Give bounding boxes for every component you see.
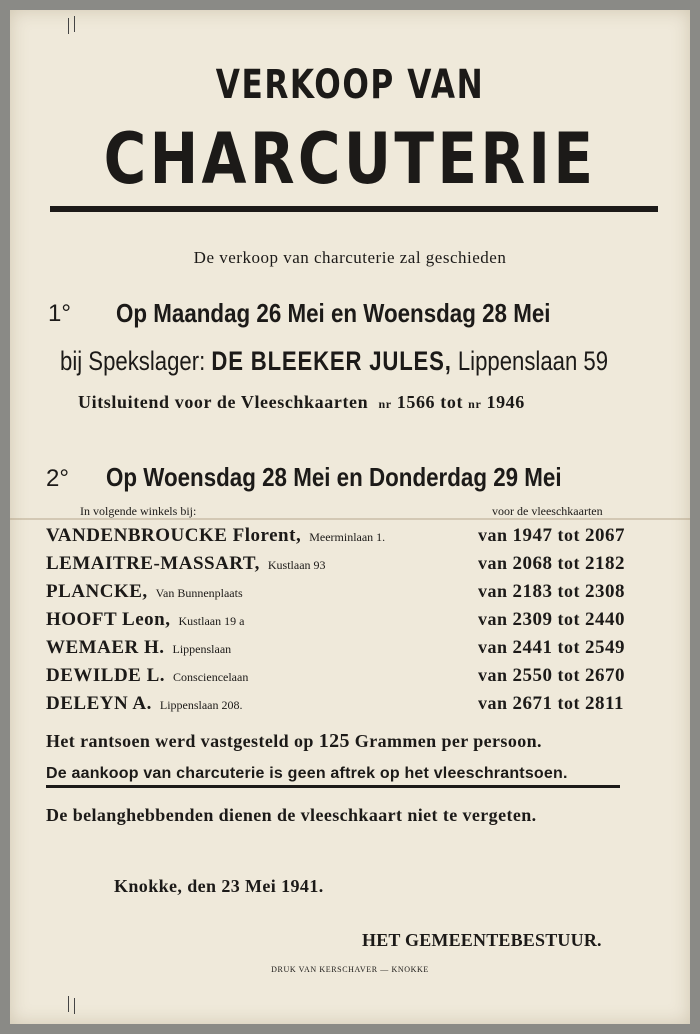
poster (10, 10, 690, 1024)
range-to: 2067 (585, 525, 626, 546)
title-line-1: VERKOOP VAN (215, 62, 485, 108)
section-1-cards (78, 392, 525, 413)
shop-name: DELEYN A. (46, 693, 152, 714)
range-from: 2671 (512, 693, 553, 714)
shop-address: Kustlaan 93 (267, 558, 326, 572)
shop-row (46, 553, 326, 575)
van-label: van (478, 525, 508, 545)
range-to: 2182 (585, 553, 626, 574)
shop-name: PLANCKE, (46, 581, 148, 602)
tot-label: tot (557, 525, 581, 545)
van-label: van (478, 637, 508, 657)
range-to: 2440 (585, 609, 626, 630)
card-range (478, 553, 625, 575)
range-from: 2183 (512, 581, 553, 602)
section-1-dates: Op Maandag 26 Mei en Woensdag 28 Mei (116, 298, 551, 328)
van-label: van (478, 693, 508, 713)
butcher-prefix: bij Spekslager: (60, 346, 206, 376)
pin-mark (74, 16, 75, 32)
title-line-2: CHARCUTERIE (103, 118, 597, 200)
card-range (478, 609, 625, 631)
pin-mark (68, 996, 69, 1012)
intro-text: De verkoop van charcuterie zal geschieden (193, 248, 507, 267)
ration-text: Het rantsoen werd vastgesteld op (46, 731, 314, 751)
card-range (478, 637, 625, 659)
shop-address: Van Bunnenplaats (155, 586, 243, 600)
range-from: 2550 (512, 665, 553, 686)
van-label: van (478, 665, 508, 685)
tot-label: tot (557, 693, 581, 713)
cards-text: Uitsluitend voor de Vleeschkaarten (78, 392, 369, 412)
shop-address: Kustlaan 19 a (178, 614, 245, 628)
range-to: 2308 (585, 581, 626, 602)
butcher-address: Lippenslaan 59 (457, 346, 609, 376)
ration-amount: 125 (318, 730, 350, 752)
butcher-line (60, 346, 608, 377)
card-range (478, 525, 625, 547)
place-date: Knokke, den 23 Mei 1941. (114, 876, 324, 896)
shop-row (46, 609, 244, 631)
signature: HET GEMEENTEBESTUUR. (362, 930, 602, 950)
title-rule (50, 206, 658, 212)
cards-column-header: voor de vleeschkaarten (492, 504, 603, 518)
section-1-number: 1° (48, 300, 71, 327)
tot-label: tot (440, 392, 464, 412)
nr-label: nr (378, 397, 392, 411)
section-2-number: 2° (46, 465, 69, 492)
butcher-name: DE BLEEKER JULES, (211, 346, 452, 376)
range-from: 2068 (512, 553, 553, 574)
shop-name: WEMAER H. (46, 637, 165, 658)
shop-row (46, 637, 231, 659)
printer-credit: DRUK VAN KERSCHAVER — KNOKKE (271, 965, 429, 974)
van-label: van (478, 553, 508, 573)
pin-mark (68, 18, 69, 34)
range-from: 2309 (512, 609, 553, 630)
range-to: 2549 (585, 637, 626, 658)
shops-column-header: In volgende winkels bij: (80, 504, 197, 518)
nr-label: nr (468, 397, 482, 411)
tot-label: tot (557, 637, 581, 657)
section-2-dates: Op Woensdag 28 Mei en Donderdag 29 Mei (106, 462, 562, 492)
shop-address: Lippenslaan 208. (159, 698, 243, 712)
shop-name: LEMAITRE-MASSART, (46, 553, 260, 574)
van-label: van (478, 609, 508, 629)
shop-name: DEWILDE L. (46, 665, 166, 686)
shop-name: HOOFT Leon, (46, 609, 171, 630)
shop-address: Lippenslaan (172, 642, 232, 656)
card-from: 1566 (396, 392, 436, 412)
reminder-text: De belanghebbenden dienen de vleeschkaart niet te vergeten. (46, 805, 537, 825)
notice-rule (46, 785, 620, 788)
shop-row (46, 525, 385, 547)
ration-unit: Grammen per persoon. (354, 731, 542, 751)
ration-line (46, 730, 542, 753)
van-label: van (478, 581, 508, 601)
shop-row (46, 665, 248, 687)
pin-mark (74, 998, 75, 1014)
tot-label: tot (557, 609, 581, 629)
range-to: 2670 (585, 665, 626, 686)
card-range (478, 665, 625, 687)
shop-address: Consciencelaan (173, 670, 249, 684)
tot-label: tot (557, 665, 581, 685)
range-from: 2441 (512, 637, 553, 658)
shop-row (46, 693, 243, 715)
notice-text: De aankoop van charcuterie is geen aftrek op het vleeschrantsoen. (46, 765, 568, 782)
shop-row (46, 581, 243, 603)
shop-name: VANDENBROUCKE Florent, (46, 525, 302, 546)
card-to: 1946 (486, 392, 525, 412)
range-to: 2811 (585, 693, 624, 714)
shop-address: Meerminlaan 1. (309, 530, 386, 544)
range-from: 1947 (512, 525, 553, 546)
tot-label: tot (557, 553, 581, 573)
card-range (478, 581, 625, 603)
tot-label: tot (557, 581, 581, 601)
card-range (478, 693, 624, 715)
